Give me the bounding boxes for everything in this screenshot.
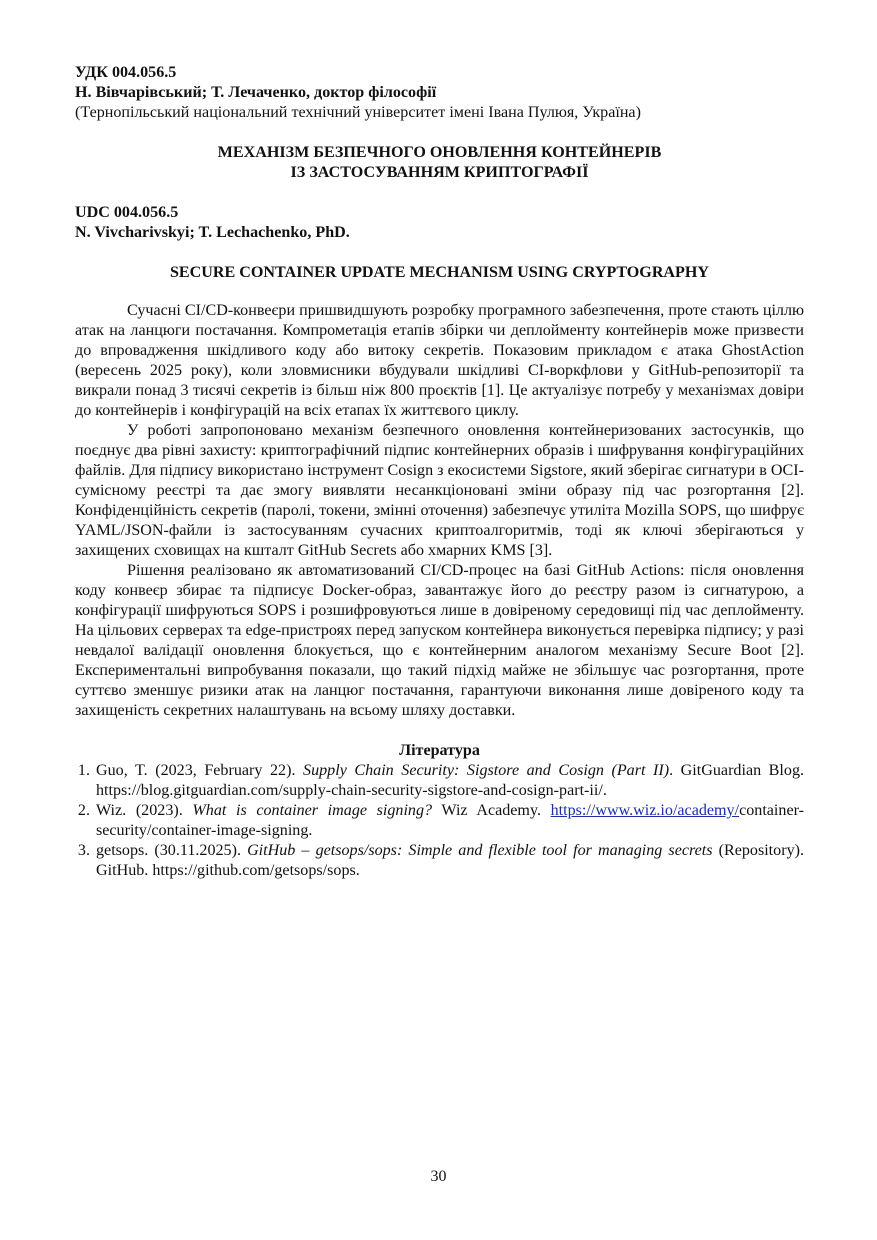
page-number: 30 bbox=[430, 1168, 447, 1185]
affiliation: (Тернопільський національний технічний університет імені Івана Пулюя, Україна) bbox=[75, 104, 641, 121]
title-uk-line-1: МЕХАНІЗМ БЕЗПЕЧНОГО ОНОВЛЕННЯ КОНТЕЙНЕРІВ bbox=[217, 144, 662, 161]
references-list bbox=[75, 761, 804, 881]
reference-item-3 bbox=[94, 841, 804, 881]
reference-3-title: GitHub – getsops/sops: Simple and flexible tool for managing secrets bbox=[247, 842, 713, 859]
reference-1-authors: Guo, T. (2023, February 22). bbox=[96, 762, 304, 779]
reference-2-publisher: Wiz Academy. bbox=[432, 802, 551, 819]
title-uk bbox=[75, 143, 804, 183]
title-uk-line-2: ІЗ ЗАСТОСУВАННЯМ КРИПТОГРАФІЇ bbox=[290, 164, 589, 181]
reference-2-title: What is container image signing? bbox=[192, 802, 433, 819]
reference-2-link[interactable]: https://www.wiz.io/academy/ bbox=[550, 802, 740, 819]
udk-code: УДК 004.056.5 bbox=[75, 64, 177, 81]
reference-2-authors: Wiz. (2023). bbox=[96, 802, 193, 819]
header-ukrainian bbox=[75, 63, 804, 183]
reference-item-2 bbox=[94, 801, 804, 841]
paper-page bbox=[75, 63, 804, 881]
authors-uk: Н. Вівчарівський; Т. Лечаченко, доктор філософії bbox=[75, 84, 437, 101]
references-heading: Література bbox=[399, 742, 480, 759]
reference-item-1 bbox=[94, 761, 804, 801]
body-paragraph-2: У роботі запропоновано механізм безпечного оновлення контейнеризованих застосунків, що поєднує два рівні захисту: криптографічний підпис контейнерних образів і шифрування конфігураційних файлів. Для підпису використано інструмент Cosign з екосистеми Sigstore, який зберігає сигнатури в OCI-сумісному реєстрі та дає змогу виявляти несанкціоновані зміни образу під час розгортання [2]. Конфіденційність секретів (паролі, токени, змінні оточення) забезпечує утиліта Mozilla SOPS, що шифрує YAML/JSON-файли із застосуванням сучасних криптоалгоритмів, тоді як ключі зберігаються у захищених сховищах на кшталт GitHub Secrets або хмарних KMS [3]. bbox=[75, 422, 804, 559]
reference-3-source: (Repository). GitHub. https://github.com/getsops/sops. bbox=[96, 842, 804, 879]
title-en: SECURE CONTAINER UPDATE MECHANISM USING CRYPTOGRAPHY bbox=[169, 264, 710, 281]
reference-3-authors: getsops. (30.11.2025). bbox=[96, 842, 248, 859]
reference-2-url-tail: container-security/container-image-signing. bbox=[96, 802, 804, 839]
header-english bbox=[75, 203, 804, 283]
body-paragraph-3: Рішення реалізовано як автоматизований CI/CD-процес на базі GitHub Actions: після оновлення коду конвеєр збирає та підписує Docker-образ, завантажує його до реєстру разом із сигнатурою, а конфігурації шифруються SOPS і розшифровуються лише в довіреному середовищі під час деплойменту. На цільових серверах та edge-пристроях перед запуском контейнера виконується перевірка підпису; у разі невдалої валідації оновлення блокується, що є контейнерним аналогом механізму Secure Boot [2]. Експериментальні випробування показали, що такий підхід майже не збільшує час розгортання, проте суттєво зменшує ризики атак на ланцюг постачання, гарантуючи виконання лише довіреного коду та захищеність секретних налаштувань на всьому шляху доставки. bbox=[75, 562, 804, 719]
body-paragraph-1: Сучасні CI/CD-конвеєри пришвидшують розробку програмного забезпечення, проте стають ціллю атак на ланцюги постачання. Компрометація етапів збірки чи деплойменту контейнерів може призвести до впровадження шкідливого коду або витоку секретів. Показовим прикладом є атака GhostAction (вересень 2025 року), коли зловмисники вбудували шкідливі CI-воркфлови у GitHub-репозиторії та викрали понад 3 тисячі секретів із більш ніж 800 проєктів [1]. Це актуалізує потребу у механізмах довіри до контейнерів і конфігурацій на всіх етапах їх життєвого циклу. bbox=[75, 302, 804, 419]
authors-en: N. Vivcharivskyi; T. Lechachenko, PhD. bbox=[75, 224, 350, 241]
reference-1-title: Supply Chain Security: Sigstore and Cosign (Part II) bbox=[303, 762, 670, 779]
reference-1-source: . GitGuardian Blog. https://blog.gitguardian.com/supply-chain-security-sigstore-and-cosign-part-ii/. bbox=[96, 762, 805, 799]
udc-code: UDC 004.056.5 bbox=[75, 204, 179, 221]
abstract-body bbox=[75, 301, 804, 721]
